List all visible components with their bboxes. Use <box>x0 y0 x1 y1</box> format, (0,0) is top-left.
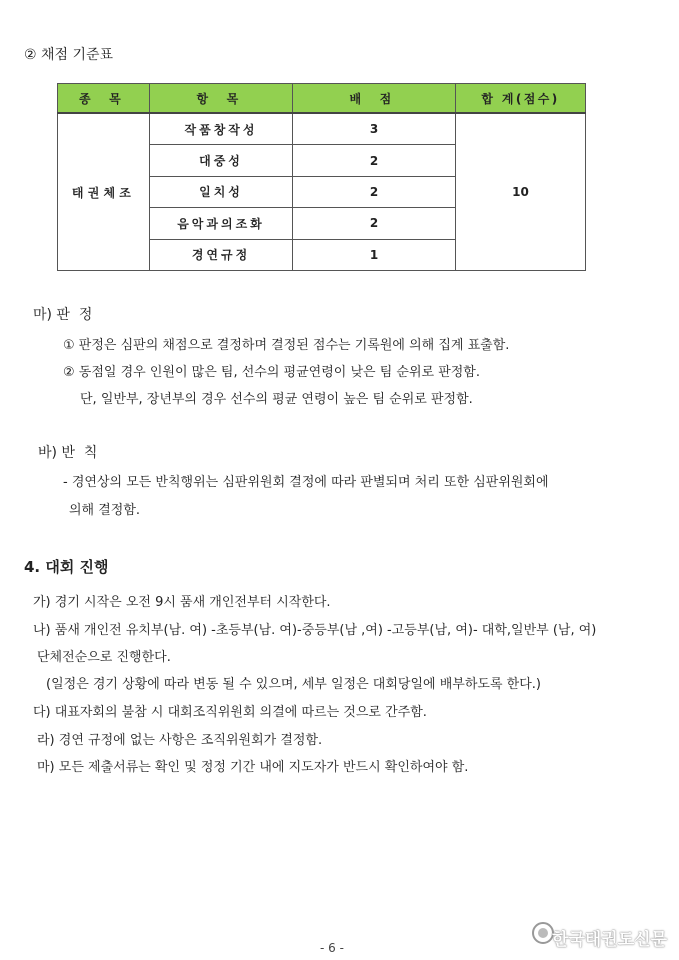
score-cell: 1 <box>293 239 456 270</box>
header-total: 합 계(점수) <box>456 84 586 114</box>
progress-line-6: 라) 경연 규정에 없는 사항은 조직위원회가 결정함. <box>37 733 323 748</box>
header-event: 종 목 <box>58 84 150 114</box>
score-cell: 2 <box>293 208 456 239</box>
scoring-table <box>57 83 586 271</box>
score-cell: 2 <box>293 176 456 207</box>
penalty-line-2: 의해 결정함. <box>69 503 141 518</box>
progress-heading: 4. 대회 진행 <box>24 558 109 576</box>
header-points: 배 점 <box>293 84 456 114</box>
judgment-line-2: ② 동점일 경우 인원이 많은 팀, 선수의 평균연령이 낮은 팀 순위로 판정함. <box>63 365 480 380</box>
progress-line-3: 단체전순으로 진행한다. <box>37 650 171 665</box>
item-cell: 대중성 <box>150 145 293 176</box>
header-item: 항 목 <box>150 84 293 114</box>
item-cell: 작품창작성 <box>150 113 293 145</box>
total-cell: 10 <box>456 113 586 271</box>
judgment-line-3: 단, 일반부, 장년부의 경우 선수의 평균 연령이 높은 팀 순위로 판정함. <box>80 392 473 407</box>
progress-line-2: 나) 품새 개인전 유치부(남. 여) -초등부(남. 여)-중등부(남 ,여) -고등부(남, 여)- 대학,일반부 (남, 여) <box>33 623 597 638</box>
table-row <box>58 113 586 145</box>
category-cell: 태권체조 <box>58 113 150 271</box>
progress-line-7: 마) 모든 제출서류는 확인 및 정정 기간 내에 지도자가 반드시 확인하여야 함. <box>37 760 469 775</box>
table-header-row <box>58 84 586 114</box>
item-cell: 경연규정 <box>150 239 293 270</box>
item-cell: 음악과의조화 <box>150 208 293 239</box>
penalty-line-1: - 경연상의 모든 반칙행위는 심판위원회 결정에 따라 판별되며 처리 또한 심판위원회에 <box>63 475 549 490</box>
penalty-heading: 바) 반 칙 <box>38 445 98 461</box>
page-number: - 6 - <box>320 941 344 955</box>
judgment-heading: 마) 판 정 <box>33 307 93 323</box>
score-cell: 2 <box>293 145 456 176</box>
progress-line-4: (일정은 경기 상황에 따라 변동 될 수 있으며, 세부 일정은 대회당일에 배부하도록 한다.) <box>46 677 541 692</box>
judgment-line-1: ① 판정은 심판의 채점으로 결정하며 결정된 점수는 기록원에 의해 집계 표출함. <box>63 338 510 353</box>
progress-line-1: 가) 경기 시작은 오전 9시 품새 개인전부터 시작한다. <box>33 595 331 610</box>
progress-line-5: 다) 대표자회의 불참 시 대회조직위원회 의결에 따르는 것으로 간주함. <box>33 705 427 720</box>
score-cell: 3 <box>293 113 456 145</box>
watermark-text: 한국태권도신문 <box>552 930 667 950</box>
scoring-heading: ② 채점 기준표 <box>24 47 114 63</box>
item-cell: 일치성 <box>150 176 293 207</box>
